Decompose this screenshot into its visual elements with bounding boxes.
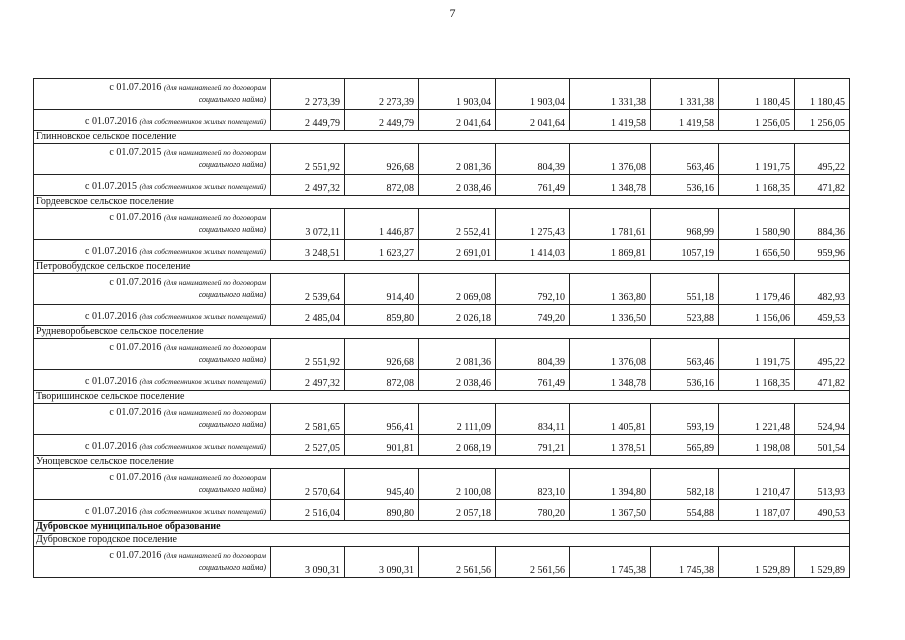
section-title: Дубровское городское поселение: [34, 534, 850, 547]
label-line-1: [36, 441, 266, 453]
rate-value-cell: 1 446,87: [345, 209, 419, 240]
rate-value-cell: 2 081,36: [419, 339, 496, 370]
row-label: [34, 435, 271, 456]
rate-value-cell: 2 038,46: [419, 175, 496, 196]
rate-value-cell: 1 623,27: [345, 240, 419, 261]
effective-date: с 01.07.2016: [109, 406, 162, 418]
owner-rate-row: [34, 370, 850, 391]
owner-rate-row: [34, 435, 850, 456]
rate-value-cell: 2 068,19: [419, 435, 496, 456]
label-line-1: [36, 506, 266, 518]
effective-date: с 01.07.2016: [85, 506, 137, 517]
tariff-table: [33, 78, 850, 578]
rate-value-cell: 563,46: [651, 339, 719, 370]
rate-value-cell: 1 331,38: [651, 79, 719, 110]
category-note: (для нанимателей по договорам: [163, 277, 266, 287]
rate-value-cell: 2 539,64: [271, 274, 345, 305]
category-note-continued: социального найма): [198, 562, 266, 572]
rate-value-cell: 1 210,47: [719, 469, 795, 500]
rate-value-cell: 1 405,81: [570, 404, 651, 435]
rate-value-cell: 1 529,89: [719, 547, 795, 578]
row-label: [34, 547, 271, 578]
rate-value-cell: 501,54: [795, 435, 850, 456]
effective-date: с 01.07.2016: [85, 116, 137, 127]
rate-value-cell: 872,08: [345, 370, 419, 391]
rate-value-cell: 1 394,80: [570, 469, 651, 500]
effective-date: с 01.07.2016: [109, 276, 162, 288]
rate-value-cell: 2 551,92: [271, 144, 345, 175]
category-note-continued: социального найма): [198, 159, 266, 169]
label-line-1: [36, 82, 266, 94]
section-row: [34, 456, 850, 469]
rate-value-cell: 780,20: [496, 500, 570, 521]
section-row: [34, 534, 850, 547]
rate-value-cell: 471,82: [795, 175, 850, 196]
rate-value-cell: 1 745,38: [570, 547, 651, 578]
rate-value-cell: 945,40: [345, 469, 419, 500]
rate-value-cell: 1 376,08: [570, 144, 651, 175]
rate-value-cell: 1 191,75: [719, 339, 795, 370]
category-note: (для нанимателей по договорам: [163, 550, 266, 560]
rate-value-cell: 3 090,31: [345, 547, 419, 578]
rate-value-cell: 1 656,50: [719, 240, 795, 261]
category-note: (для собственников жилых помещений): [139, 247, 266, 256]
label-line-1: [36, 311, 266, 323]
rate-value-cell: 926,68: [345, 144, 419, 175]
rate-value-cell: 2 581,65: [271, 404, 345, 435]
tenant-rate-row: [34, 209, 850, 240]
rate-value-cell: 1 419,58: [651, 110, 719, 131]
tenant-rate-row: [34, 274, 850, 305]
rate-value-cell: 792,10: [496, 274, 570, 305]
rate-value-cell: 901,81: [345, 435, 419, 456]
rate-value-cell: 2 081,36: [419, 144, 496, 175]
row-label: [34, 339, 271, 370]
rate-value-cell: 1 378,51: [570, 435, 651, 456]
rate-value-cell: 1 529,89: [795, 547, 850, 578]
rate-value-cell: 884,36: [795, 209, 850, 240]
rate-value-cell: 1 419,58: [570, 110, 651, 131]
rate-value-cell: 1 180,45: [719, 79, 795, 110]
category-note: (для нанимателей по договорам: [163, 472, 266, 482]
rate-value-cell: 1 256,05: [719, 110, 795, 131]
section-title: Рудневоробьевское сельское поселение: [34, 326, 850, 339]
rate-value-cell: 2 273,39: [271, 79, 345, 110]
category-note-continued: социального найма): [198, 289, 266, 299]
effective-date: с 01.07.2016: [109, 549, 162, 561]
rate-value-cell: 1 191,75: [719, 144, 795, 175]
rate-value-cell: 872,08: [345, 175, 419, 196]
tenant-rate-row: [34, 469, 850, 500]
row-label: [34, 209, 271, 240]
rate-value-cell: 2 273,39: [345, 79, 419, 110]
rate-value-cell: 482,93: [795, 274, 850, 305]
rate-value-cell: 459,53: [795, 305, 850, 326]
category-note: (для нанимателей по договорам: [163, 407, 266, 417]
rate-value-cell: 1 781,61: [570, 209, 651, 240]
rate-value-cell: 1 156,06: [719, 305, 795, 326]
label-line-1: [36, 550, 266, 562]
rate-value-cell: 1 414,03: [496, 240, 570, 261]
section-row: [34, 326, 850, 339]
rate-value-cell: 471,82: [795, 370, 850, 391]
rate-value-cell: 1 168,35: [719, 175, 795, 196]
owner-rate-row: [34, 500, 850, 521]
rate-value-cell: 3 248,51: [271, 240, 345, 261]
label-line-1: [36, 116, 266, 128]
owner-rate-row: [34, 305, 850, 326]
rate-value-cell: 2 516,04: [271, 500, 345, 521]
category-note-continued: социального найма): [198, 224, 266, 234]
effective-date: с 01.07.2016: [85, 376, 137, 387]
rate-value-cell: 2 570,64: [271, 469, 345, 500]
rate-value-cell: 2 449,79: [345, 110, 419, 131]
category-note-continued: социального найма): [198, 484, 266, 494]
rate-value-cell: 959,96: [795, 240, 850, 261]
label-line-1: [36, 277, 266, 289]
rate-value-cell: 1 336,50: [570, 305, 651, 326]
rate-value-cell: 490,53: [795, 500, 850, 521]
label-line-1: [36, 181, 266, 193]
section-row: [34, 131, 850, 144]
rate-value-cell: 956,41: [345, 404, 419, 435]
rate-value-cell: 1057,19: [651, 240, 719, 261]
row-label: [34, 500, 271, 521]
row-label: [34, 175, 271, 196]
row-label: [34, 144, 271, 175]
effective-date: с 01.07.2016: [85, 311, 137, 322]
tenant-rate-row: [34, 79, 850, 110]
section-row: [34, 261, 850, 274]
rate-value-cell: 1 275,43: [496, 209, 570, 240]
rate-value-cell: 2 026,18: [419, 305, 496, 326]
rate-value-cell: 3 072,11: [271, 209, 345, 240]
label-line-1: [36, 147, 266, 159]
rate-value-cell: 1 903,04: [419, 79, 496, 110]
rate-value-cell: 1 331,38: [570, 79, 651, 110]
rate-value-cell: 2 561,56: [496, 547, 570, 578]
section-row: [34, 521, 850, 534]
rate-value-cell: 1 179,46: [719, 274, 795, 305]
rate-value-cell: 749,20: [496, 305, 570, 326]
rate-value-cell: 890,80: [345, 500, 419, 521]
rate-value-cell: 834,11: [496, 404, 570, 435]
rate-value-cell: 582,18: [651, 469, 719, 500]
rate-value-cell: 859,80: [345, 305, 419, 326]
category-note: (для собственников жилых помещений): [139, 312, 266, 321]
category-note: (для собственников жилых помещений): [139, 182, 266, 191]
tenant-rate-row: [34, 404, 850, 435]
rate-value-cell: 513,93: [795, 469, 850, 500]
rate-value-cell: 1 256,05: [795, 110, 850, 131]
effective-date: с 01.07.2016: [109, 81, 162, 93]
tenant-rate-row: [34, 339, 850, 370]
category-note: (для нанимателей по договорам: [163, 212, 266, 222]
row-label: [34, 404, 271, 435]
section-title: Глинновское сельское поселение: [34, 131, 850, 144]
rate-value-cell: 926,68: [345, 339, 419, 370]
effective-date: с 01.07.2016: [85, 246, 137, 257]
section-title: Творишинское сельское поселение: [34, 391, 850, 404]
rate-value-cell: 2 561,56: [419, 547, 496, 578]
section-title: Петровобудское сельское поселение: [34, 261, 850, 274]
rate-value-cell: 2 497,32: [271, 175, 345, 196]
rate-value-cell: 2 527,05: [271, 435, 345, 456]
rate-value-cell: 804,39: [496, 339, 570, 370]
row-label: [34, 240, 271, 261]
category-note: (для собственников жилых помещений): [139, 117, 266, 126]
section-title: Гордеевское сельское поселение: [34, 196, 850, 209]
category-note: (для собственников жилых помещений): [139, 507, 266, 516]
rate-value-cell: 2 485,04: [271, 305, 345, 326]
category-note: (для нанимателей по договорам: [163, 342, 266, 352]
rate-value-cell: 2 100,08: [419, 469, 496, 500]
category-note: (для нанимателей по договорам: [163, 147, 266, 157]
owner-rate-row: [34, 110, 850, 131]
rate-value-cell: 593,19: [651, 404, 719, 435]
section-title: Дубровское муниципальное образование: [34, 521, 850, 534]
rate-value-cell: 563,46: [651, 144, 719, 175]
owner-rate-row: [34, 175, 850, 196]
rate-value-cell: 1 869,81: [570, 240, 651, 261]
rate-value-cell: 2 691,01: [419, 240, 496, 261]
rate-value-cell: 2 057,18: [419, 500, 496, 521]
rate-value-cell: 1 745,38: [651, 547, 719, 578]
rate-value-cell: 523,88: [651, 305, 719, 326]
rate-value-cell: 1 376,08: [570, 339, 651, 370]
rate-value-cell: 1 168,35: [719, 370, 795, 391]
rate-value-cell: 554,88: [651, 500, 719, 521]
rate-value-cell: 791,21: [496, 435, 570, 456]
rate-value-cell: 2 041,64: [496, 110, 570, 131]
rate-value-cell: 1 198,08: [719, 435, 795, 456]
rate-value-cell: 524,94: [795, 404, 850, 435]
rate-value-cell: 1 221,48: [719, 404, 795, 435]
rate-value-cell: 968,99: [651, 209, 719, 240]
effective-date: с 01.07.2016: [109, 211, 162, 223]
rate-value-cell: 1 180,45: [795, 79, 850, 110]
rate-value-cell: 2 551,92: [271, 339, 345, 370]
rate-value-cell: 2 041,64: [419, 110, 496, 131]
label-line-1: [36, 376, 266, 388]
rate-value-cell: 761,49: [496, 370, 570, 391]
rate-value-cell: 495,22: [795, 339, 850, 370]
rate-value-cell: 536,16: [651, 370, 719, 391]
rate-value-cell: 2 497,32: [271, 370, 345, 391]
rate-value-cell: 2 449,79: [271, 110, 345, 131]
rate-value-cell: 1 367,50: [570, 500, 651, 521]
effective-date: с 01.07.2016: [109, 341, 162, 353]
effective-date: с 01.07.2016: [109, 471, 162, 483]
section-row: [34, 391, 850, 404]
row-label: [34, 274, 271, 305]
rate-value-cell: 823,10: [496, 469, 570, 500]
section-title: Унощевское сельское поселение: [34, 456, 850, 469]
rate-value-cell: 1 903,04: [496, 79, 570, 110]
category-note: (для собственников жилых помещений): [139, 377, 266, 386]
rate-value-cell: 1 348,78: [570, 175, 651, 196]
category-note-continued: социального найма): [198, 354, 266, 364]
category-note-continued: социального найма): [198, 94, 266, 104]
effective-date: с 01.07.2015: [85, 181, 137, 192]
rate-value-cell: 536,16: [651, 175, 719, 196]
rate-value-cell: 761,49: [496, 175, 570, 196]
rate-value-cell: 495,22: [795, 144, 850, 175]
category-note-continued: социального найма): [198, 419, 266, 429]
rate-value-cell: 1 348,78: [570, 370, 651, 391]
owner-rate-row: [34, 240, 850, 261]
rate-value-cell: 914,40: [345, 274, 419, 305]
rate-value-cell: 2 038,46: [419, 370, 496, 391]
category-note: (для нанимателей по договорам: [163, 82, 266, 92]
rate-value-cell: 2 552,41: [419, 209, 496, 240]
label-line-1: [36, 246, 266, 258]
rate-value-cell: 1 187,07: [719, 500, 795, 521]
rate-value-cell: 551,18: [651, 274, 719, 305]
page-number: 7: [449, 6, 456, 20]
effective-date: с 01.07.2015: [109, 146, 162, 158]
rate-value-cell: 1 580,90: [719, 209, 795, 240]
row-label: [34, 370, 271, 391]
label-line-1: [36, 212, 266, 224]
label-line-1: [36, 342, 266, 354]
effective-date: с 01.07.2016: [85, 441, 137, 452]
label-line-1: [36, 472, 266, 484]
row-label: [34, 79, 271, 110]
tenant-rate-row: [34, 144, 850, 175]
row-label: [34, 469, 271, 500]
section-row: [34, 196, 850, 209]
rate-value-cell: 2 111,09: [419, 404, 496, 435]
rate-value-cell: 2 069,08: [419, 274, 496, 305]
rate-value-cell: 565,89: [651, 435, 719, 456]
row-label: [34, 110, 271, 131]
row-label: [34, 305, 271, 326]
tenant-rate-row: [34, 547, 850, 578]
table-body: [34, 79, 850, 578]
rate-value-cell: 804,39: [496, 144, 570, 175]
rate-value-cell: 3 090,31: [271, 547, 345, 578]
category-note: (для собственников жилых помещений): [139, 442, 266, 451]
label-line-1: [36, 407, 266, 419]
rate-value-cell: 1 363,80: [570, 274, 651, 305]
